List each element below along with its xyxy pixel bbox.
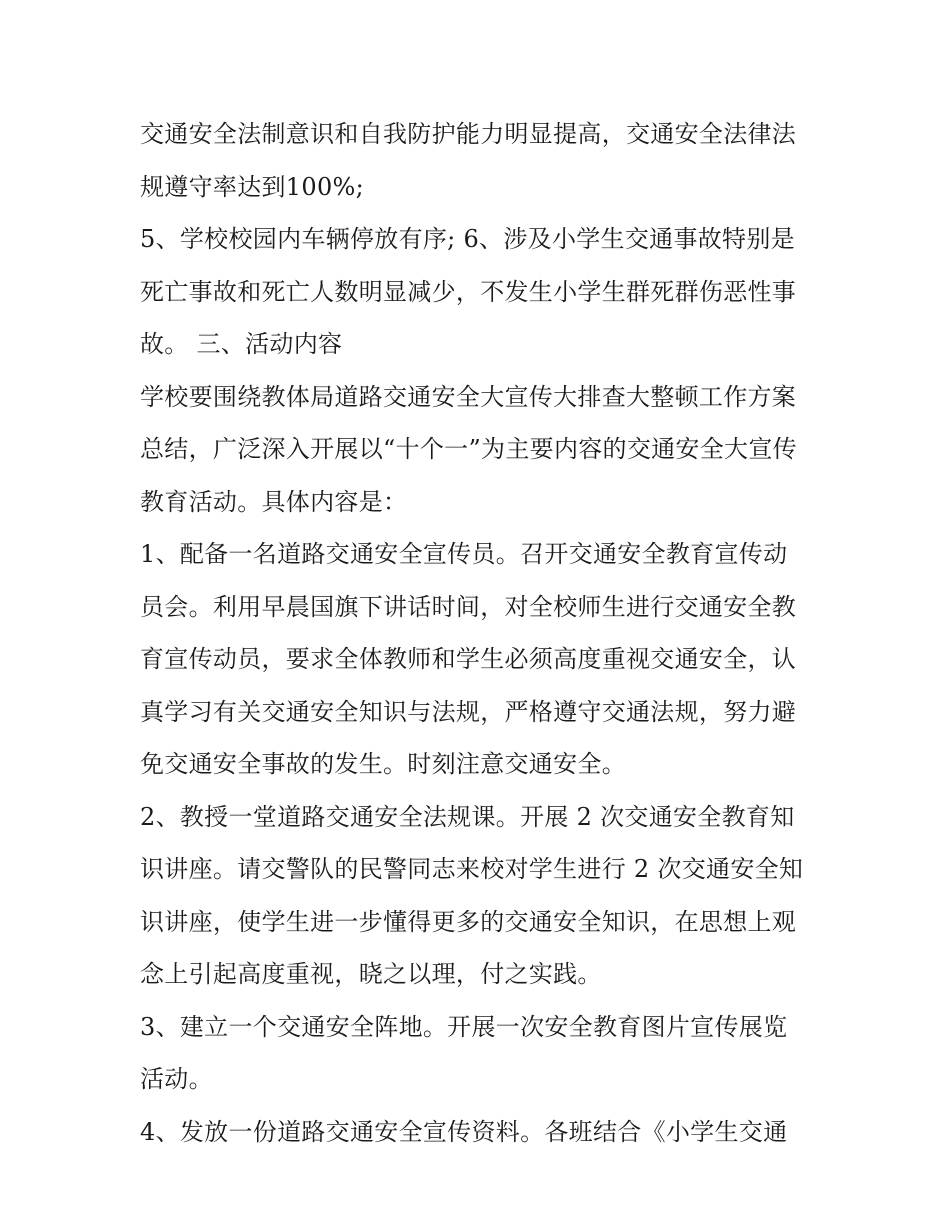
text-line: 学校要围绕教体局道路交通安全大宣传大排查大整顿工作方案 xyxy=(140,382,797,411)
text-line: 活动。 xyxy=(140,1065,213,1093)
text-line: 真学习有关交通安全知识与法规，严格遵守交通法规，努力避 xyxy=(140,697,797,726)
text-line: 4、发放一份道路交通安全宣传资料。各班结合《小学生交通 xyxy=(140,1117,788,1146)
text-line: 总结，广泛深入开展以“十个一”为主要内容的交通安全大宣传 xyxy=(140,435,797,463)
text-line: 5、学校校园内车辆停放有序; 6、涉及小学生交通事故特别是 xyxy=(140,225,795,253)
text-line: 1、配备一名道路交通安全宣传员。召开交通安全教育宣传动 xyxy=(140,540,788,568)
text-line: 免交通安全事故的发生。时刻注意交通安全。 xyxy=(140,750,626,778)
text-line: 育宣传动员，要求全体教师和学生必须高度重视交通安全，认 xyxy=(140,645,797,673)
text-line: 念上引起高度重视，晓之以理，付之实践。 xyxy=(140,960,602,988)
text-line: 故。 三、活动内容 xyxy=(140,330,343,358)
text-line: 死亡事故和死亡人数明显减少，不发生小学生群死群伤恶性事 xyxy=(140,277,797,306)
text-line: 交通安全法制意识和自我防护能力明显提高，交通安全法律法 xyxy=(140,120,797,148)
text-line: 规遵守率达到100%; xyxy=(140,172,364,201)
text-line: 识讲座，使学生进一步懂得更多的交通安全知识，在思想上观 xyxy=(140,907,797,936)
body-text xyxy=(140,108,812,1158)
text-line: 识讲座。请交警队的民警同志来校对学生进行 2 次交通安全知 xyxy=(140,855,804,883)
text-line: 2、教授一堂道路交通安全法规课。开展 2 次交通安全教育知 xyxy=(140,802,795,831)
text-line: 员会。利用早晨国旗下讲话时间，对全校师生进行交通安全教 xyxy=(140,592,797,621)
text-line: 教育活动。具体内容是： xyxy=(140,487,408,516)
text-line: 3、建立一个交通安全阵地。开展一次安全教育图片宣传展览 xyxy=(140,1012,788,1041)
